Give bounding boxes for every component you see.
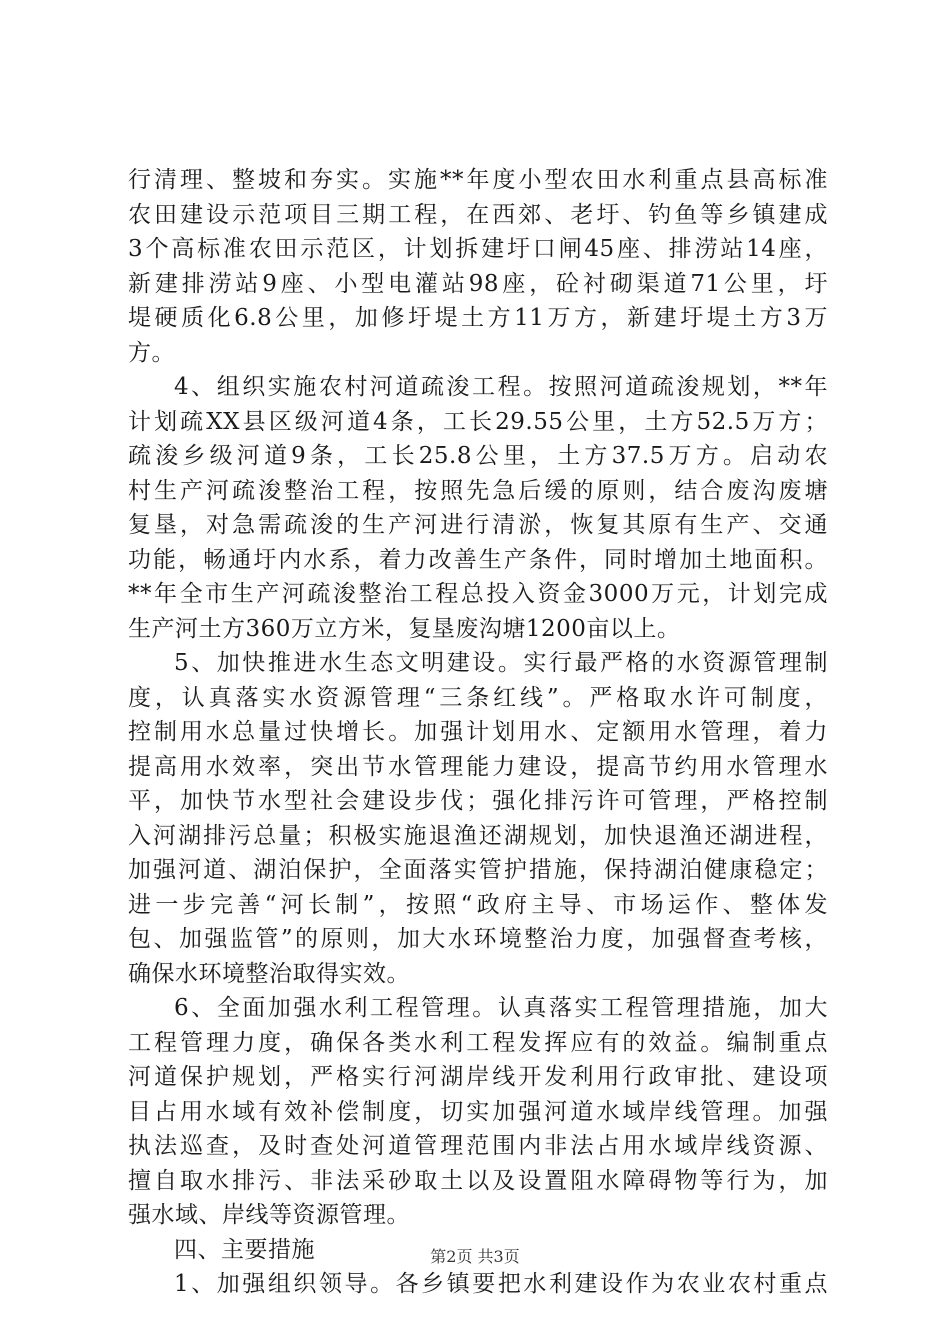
text-line: 平，加快节水型社会建设步伐；强化排污许可管理，严格控制 [128,788,828,814]
text-line: 擅自取水排污、非法采砂取土以及设置阻水障碍物等行为，加 [128,1167,828,1194]
text-line: 度，认真落实水资源管理“三条红线”。严格取水许可制度， [128,684,828,711]
text-line: 方。 [128,339,175,366]
text-line: 进一步完善“河长制”，按照“政府主导、市场运作、整体发 [128,891,828,918]
text-line: 强水域、岸线等资源管理。 [128,1202,410,1228]
text-line: 目占用水域有效补偿制度，切实加强河道水域岸线管理。加强 [128,1098,828,1125]
text-line: 提高用水效率，突出节水管理能力建设，提高节约用水管理水 [128,753,828,780]
text-line: 生产河土方360万立方米，复垦废沟塘1200亩以上。 [128,615,681,642]
text-line: 行清理、整坡和夯实。实施**年度小型农田水利重点县高标准 [128,167,828,193]
text-line: 农田建设示范项目三期工程，在西郊、老圩、钓鱼等乡镇建成 [128,201,828,228]
text-line: 执法巡查，及时查处河道管理范围内非法占用水域岸线资源、 [128,1133,828,1159]
text-line: 6、全面加强水利工程管理。认真落实工程管理措施，加大 [174,995,828,1021]
page-footer: 第2页 共3页 [430,1247,520,1266]
text-line: 1、加强组织领导。各乡镇要把水利建设作为农业农村重点 [174,1271,828,1297]
document-body [128,163,828,1302]
text-line: 疏浚乡级河道9条，工长25.8公里，土方37.5万方。启动农 [128,443,828,469]
text-line: 村生产河疏浚整治工程，按照先急后缓的原则，结合废沟废塘 [128,477,828,504]
text-line: 复垦，对急需疏浚的生产河进行清淤，恢复其原有生产、交通 [128,512,828,538]
text-line: **年全市生产河疏浚整治工程总投入资金3000万元，计划完成 [128,581,828,607]
text-line: 5、加快推进水生态文明建设。实行最严格的水资源管理制 [174,650,828,676]
text-line: 加强河道、湖泊保护，全面落实管护措施，保持湖泊健康稳定； [128,857,828,883]
text-line: 3个高标准农田示范区，计划拆建圩口闸45座、排涝站14座， [128,236,828,262]
text-line: 确保水环境整治取得实效。 [128,960,410,987]
text-line: 新建排涝站9座、小型电灌站98座，砼衬砌渠道71公里，圩 [128,270,828,297]
text-line: 计划疏XX县区级河道4条，工长29.55公里，土方52.5万方； [128,408,828,435]
text-line: 包、加强监管”的原则，加大水环境整治力度，加强督查考核， [128,926,828,952]
text-line: 功能，畅通圩内水系，着力改善生产条件，同时增加土地面积。 [128,546,828,573]
text-line: 河道保护规划，严格实行河湖岸线开发利用行政审批、建设项 [128,1064,828,1090]
text-line: 堤硬质化6.8公里，加修圩堤土方11万方，新建圩堤土方3万 [128,305,828,331]
text-line: 4、组织实施农村河道疏浚工程。按照河道疏浚规划，**年 [174,374,828,400]
text-line: 工程管理力度，确保各类水利工程发挥应有的效益。编制重点 [128,1029,828,1056]
text-line: 入河湖排污总量；积极实施退渔还湖规划，加快退渔还湖进程， [128,822,828,849]
text-line: 四、主要措施 [174,1236,315,1263]
text-line: 控制用水总量过快增长。加强计划用水、定额用水管理，着力 [128,719,828,745]
